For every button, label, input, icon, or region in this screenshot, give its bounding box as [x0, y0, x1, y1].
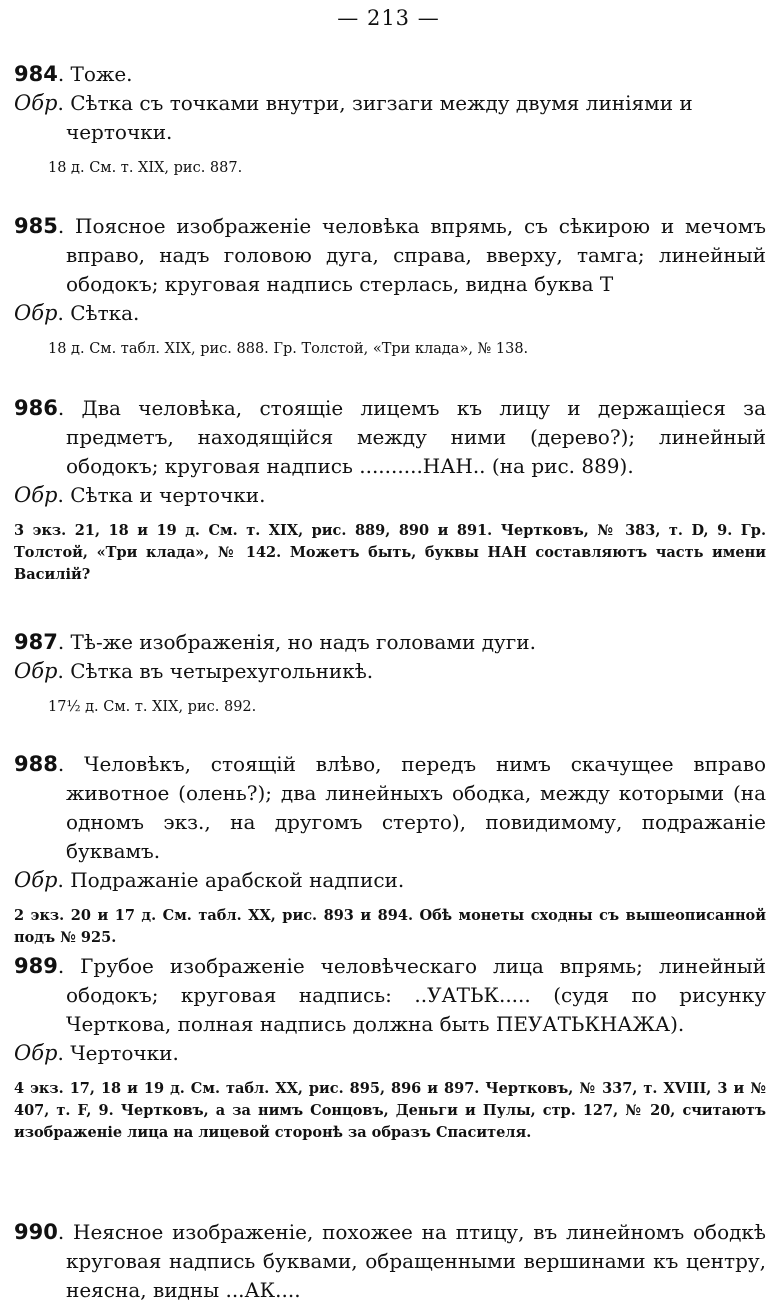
entry-note: 18 д. См. т. XIX, рис. 887.: [48, 160, 243, 176]
entry-description: [14, 1218, 766, 1305]
reverse-label: Обр: [14, 659, 58, 683]
entry-number: 986: [14, 396, 58, 420]
entry-988: [14, 750, 766, 949]
reverse-description: [14, 89, 766, 147]
reverse-label: Обр: [14, 301, 58, 325]
entry-note: 2 экз. 20 и 17 д. См. табл. XX, рис. 893 и 894. Обѣ монеты сходны съ вышеописанной подъ № 925.: [14, 907, 766, 946]
entry-text: . Грубое изображеніе человѣческаго лица впрямь; линейный ободокъ; круговая надпись: ..УАТЬК..... (судя по рисунку Черткова, полная надпись должна быть ПЕУАТЬКНАЖА).: [57, 954, 766, 1036]
entry-985: [14, 212, 766, 360]
reverse-label: Обр: [14, 91, 58, 115]
reverse-description: [14, 299, 766, 328]
reverse-text: . Черточки.: [57, 1041, 179, 1065]
reverse-label: Обр: [14, 868, 58, 892]
entry-note: 18 д. См. табл. XIX, рис. 888. Гр. Толстой, «Три клада», № 138.: [48, 341, 529, 357]
page-number: — 213 —: [337, 6, 440, 30]
reverse-text: . Подражаніе арабской надписи.: [57, 868, 405, 892]
entry-note: 4 экз. 17, 18 и 19 д. См. табл. XX, рис. 895, 896 и 897. Чертковъ, № 337, т. XVIII, 3 и № 407, т. F, 9. Чертковъ, а за нимъ Сонцовъ, Деньги и Пулы, стр. 127, № 20, считаютъ изображеніе лица на лицевой сторонѣ за образъ Спасителя.: [14, 1080, 766, 1141]
entry-number: 985: [14, 214, 58, 238]
entry-text: . Поясное изображеніе человѣка впрямь, съ сѣкирою и мечомъ вправо, надъ головою дуга, справа, вверху, тамга; линейный ободокъ; круговая надпись стерлась, видна буква Т: [57, 214, 766, 296]
entry-984: [14, 60, 766, 179]
entry-description: [14, 952, 766, 1039]
entry-description: [14, 750, 766, 866]
entry-text: . Неясное изображеніе, похожее на птицу, въ линейномъ ободкѣ круговая надпись буквами, обращенными вершинами къ центру, неясна, видны ...АК....: [57, 1220, 766, 1302]
entry-text: . Человѣкъ, стоящій влѣво, передъ нимъ скачущее вправо животное (олень?); два линейныхъ ободка, между которыми (на одномъ экз., на другомъ стерто), повидимому, подражаніе буквамъ.: [57, 752, 766, 863]
entry-text: . Два человѣка, стоящіе лицемъ къ лицу и держащіеся за предметъ, находящійся между ними (дерево?); линейный ободокъ; круговая надпись ..........НАН.. (на рис. 889).: [57, 396, 766, 478]
entry-990: [14, 1218, 766, 1305]
entry-note: 3 экз. 21, 18 и 19 д. См. т. XIX, рис. 889, 890 и 891. Чертковъ, № 383, т. D, 9. Гр. Толстой, «Три клада», № 142. Можетъ быть, буквы НАН составляютъ часть имени Василій?: [14, 522, 766, 583]
entry-number: 987: [14, 630, 58, 654]
reverse-text: . Сѣтка въ четырехугольникѣ.: [57, 659, 374, 683]
reverse-text: . Сѣтка съ точками внутри, зигзаги между двумя линіями и черточки.: [57, 91, 693, 144]
entry-989: [14, 952, 766, 1144]
entry-number: 989: [14, 954, 58, 978]
entry-description: [14, 60, 766, 89]
reverse-description: [14, 657, 766, 686]
entry-number: 984: [14, 62, 58, 86]
entry-text: . Тоже.: [57, 62, 133, 86]
reverse-text: . Сѣтка и черточки.: [57, 483, 266, 507]
entry-987: [14, 628, 766, 718]
entry-text: . Тѣ-же изображенія, но надъ головами дуги.: [57, 630, 536, 654]
entry-note: 17½ д. См. т. XIX, рис. 892.: [48, 699, 257, 715]
reverse-description: [14, 866, 766, 895]
entry-number: 988: [14, 752, 58, 776]
reverse-description: [14, 481, 766, 510]
reverse-label: Обр: [14, 483, 58, 507]
reverse-description: [14, 1039, 766, 1068]
entry-description: [14, 212, 766, 299]
entry-number: 990: [14, 1220, 58, 1244]
reverse-text: . Сѣтка.: [57, 301, 140, 325]
entry-986: [14, 394, 766, 586]
entry-description: [14, 394, 766, 481]
entry-description: [14, 628, 766, 657]
reverse-label: Обр: [14, 1041, 58, 1065]
